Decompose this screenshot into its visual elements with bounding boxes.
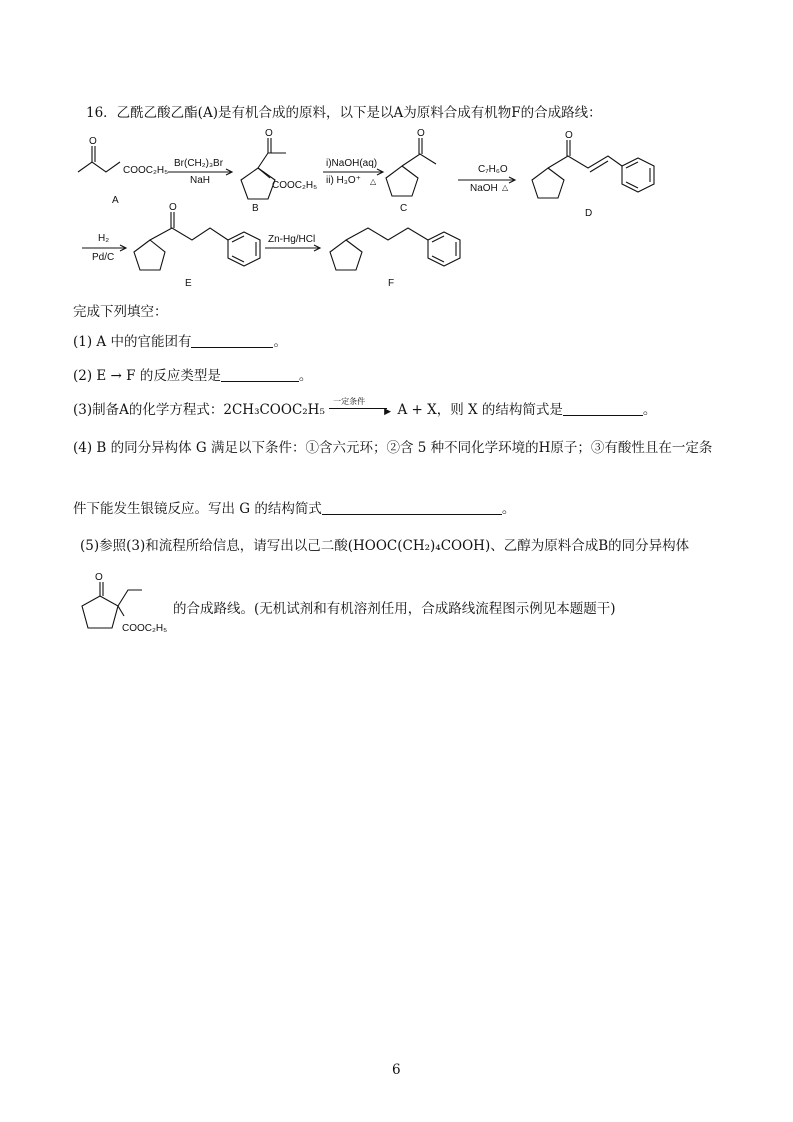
svg-text:O: O bbox=[417, 128, 425, 139]
arrow3-top: C₇H₆O bbox=[478, 164, 508, 175]
q2-answer-blank[interactable] bbox=[221, 367, 299, 382]
label-F: F bbox=[388, 278, 395, 289]
arrow3-heat: △ bbox=[502, 183, 509, 192]
group-B: COOC₂H₅ bbox=[272, 180, 318, 191]
label-D: D bbox=[585, 208, 593, 219]
q4-answer-blank[interactable] bbox=[322, 500, 502, 515]
structure-F bbox=[330, 228, 460, 270]
q5-line1: (5)参照(3)和流程所给信息，请写出以己二酸(HOOC(CH₂)₄COOH)、乙醇为原料合成B的同分异构体 bbox=[80, 538, 690, 554]
svg-text:O: O bbox=[95, 572, 103, 583]
arrow2-heat: △ bbox=[370, 177, 377, 186]
group-A: COOC₂H₅ bbox=[123, 165, 169, 176]
instruction: 完成下列填空： bbox=[73, 304, 168, 320]
svg-text:O: O bbox=[169, 202, 177, 213]
synthesis-scheme bbox=[0, 0, 793, 300]
label-A: A bbox=[112, 195, 119, 206]
arrow2-top: i)NaOH(aq) bbox=[326, 158, 378, 169]
q3-condition-arrow: 一定条件 ▶ bbox=[329, 402, 393, 416]
structure-E bbox=[134, 212, 260, 270]
arrow1-top: Br(CH₂)₃Br bbox=[174, 158, 224, 169]
arrow1-bottom: NaH bbox=[190, 175, 211, 186]
q1: (1) A 中的官能团有 。 bbox=[73, 334, 287, 350]
arrow4-bottom: Pd/C bbox=[92, 252, 115, 263]
label-C: C bbox=[400, 203, 408, 214]
arrow4-top: H₂ bbox=[98, 233, 110, 244]
structure-A bbox=[78, 146, 120, 172]
q1-answer-blank[interactable] bbox=[191, 333, 273, 348]
arrow2-bottom: ii) H₃O⁺ bbox=[326, 175, 361, 186]
label-B: B bbox=[252, 203, 259, 214]
arrow5-top: Zn-Hg/HCl bbox=[268, 234, 316, 245]
q3: (3)制备A的化学方程式：2CH₃COOC₂H₅ 一定条件 ▶ A + X，则 X 的结构简式是 。 bbox=[73, 397, 657, 418]
page-number: 6 bbox=[392, 1062, 401, 1078]
q5-line2: 的合成路线。(无机试剂和有机溶剂任用，合成路线流程图示例见本题题干) bbox=[173, 601, 616, 617]
arrow3-bottom: NaOH bbox=[470, 183, 498, 194]
svg-text:O: O bbox=[265, 128, 273, 139]
question-title: 16．乙酰乙酸乙酯(A)是有机合成的原料，以下是以A为原料合成有机物F的合成路线： bbox=[86, 105, 602, 121]
structure-D bbox=[532, 140, 654, 198]
structure-C bbox=[386, 138, 436, 196]
q5-group: COOC₂H₅ bbox=[122, 623, 168, 634]
svg-text:O: O bbox=[565, 130, 573, 141]
svg-text:O: O bbox=[89, 136, 97, 147]
q3-answer-blank[interactable] bbox=[563, 401, 643, 416]
q2: (2) E → F 的反应类型是 。 bbox=[73, 368, 313, 384]
q4-line1: (4) B 的同分异构体 G 满足以下条件：①含六元环；②含 5 种不同化学环境的H原子；③有酸性且在一定条 bbox=[73, 440, 713, 456]
q4-line2: 件下能发生银镜反应。写出 G 的结构简式 。 bbox=[73, 501, 516, 517]
label-E: E bbox=[185, 278, 192, 289]
